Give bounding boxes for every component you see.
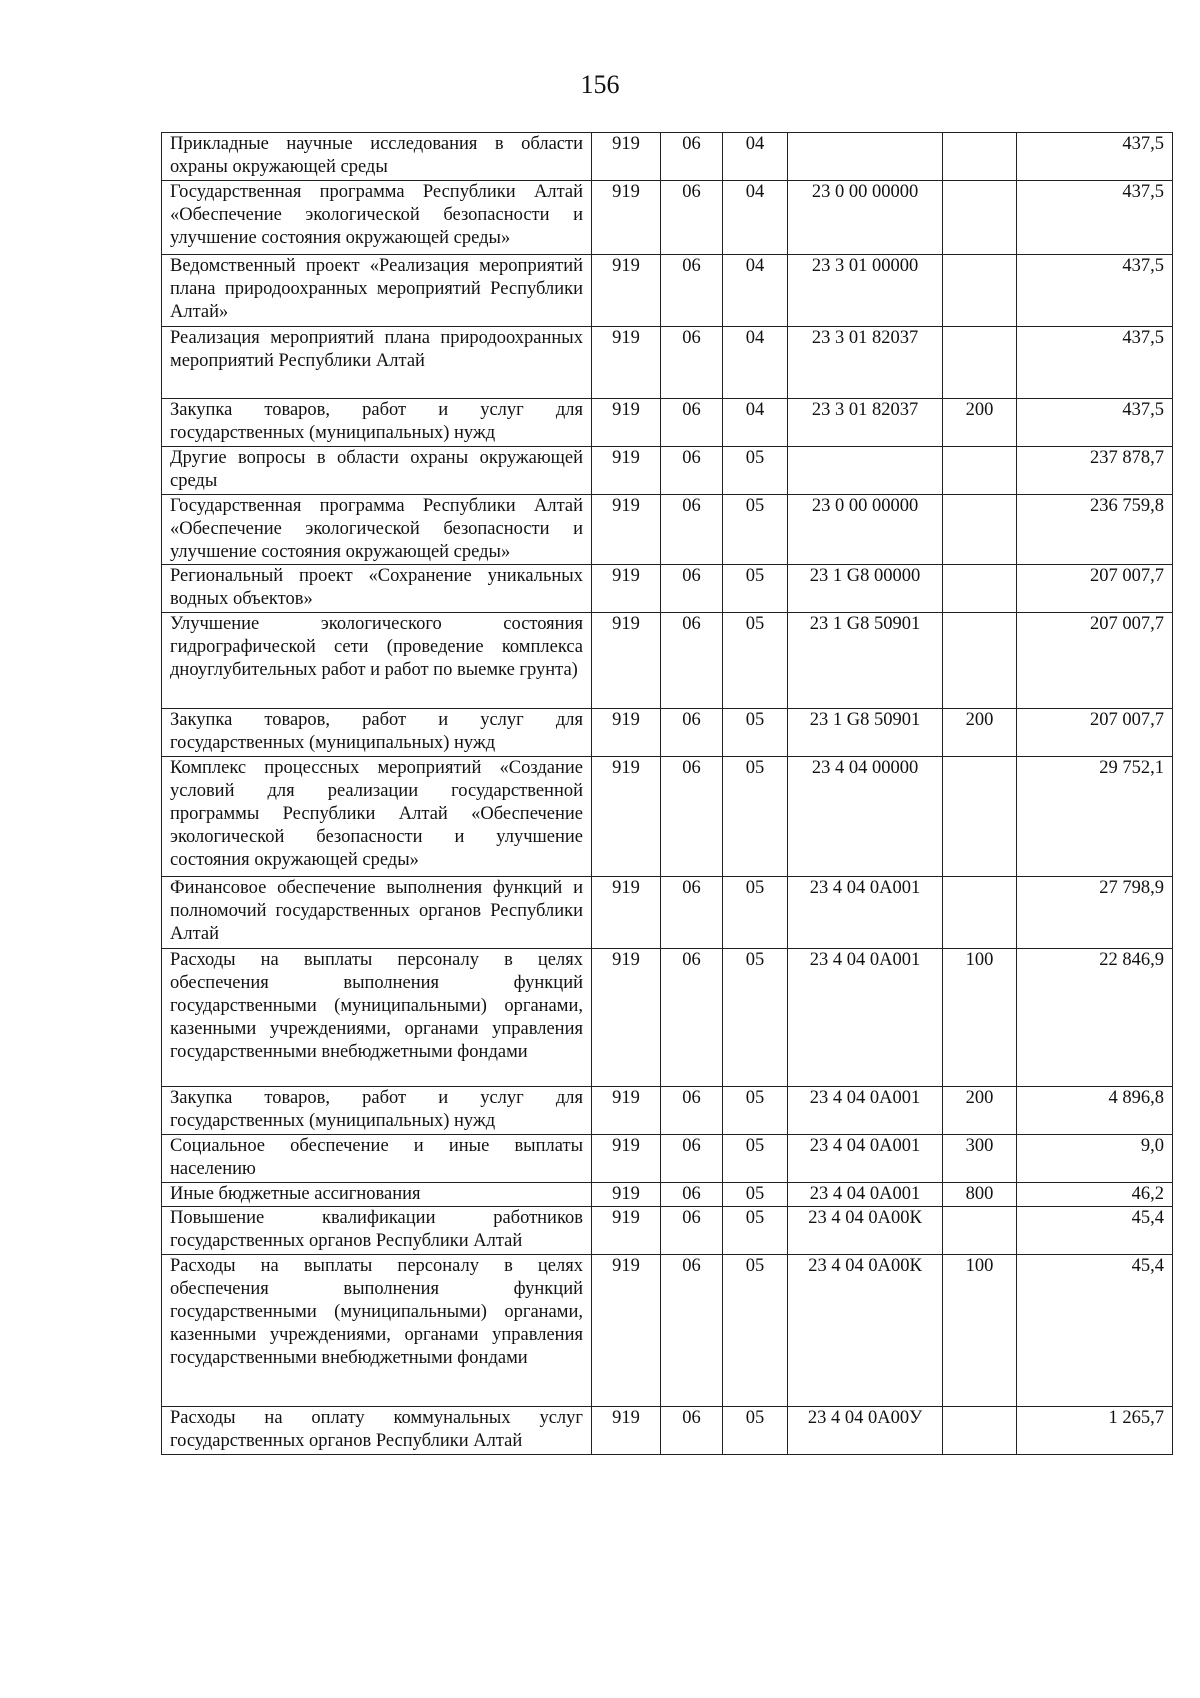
cell-name: Улучшение экологического состояния гидрографической сети (проведение комплекса дноуглубительных работ и работ по выемке грунта) xyxy=(162,613,592,709)
cell-csr: 23 1 G8 50901 xyxy=(788,709,943,757)
cell-gr: 919 xyxy=(592,1207,661,1255)
cell-gr: 919 xyxy=(592,447,661,495)
cell-name: Комплекс процессных мероприятий «Создание условий для реализации государственной программы Республики Алтай «Обеспечение экологической безопасности и улучшение состояния окружающей среды» xyxy=(162,757,592,877)
table-row xyxy=(162,255,1173,327)
cell-pr: 05 xyxy=(723,877,788,949)
table-body xyxy=(162,133,1173,1455)
table-row xyxy=(162,709,1173,757)
cell-sum: 437,5 xyxy=(1017,327,1173,399)
cell-sum: 207 007,7 xyxy=(1017,709,1173,757)
cell-vr: 200 xyxy=(943,399,1017,447)
cell-csr: 23 4 04 0А00К xyxy=(788,1207,943,1255)
cell-rz: 06 xyxy=(661,1255,723,1407)
budget-table xyxy=(161,132,1173,1455)
cell-gr: 919 xyxy=(592,877,661,949)
cell-csr: 23 4 04 0А001 xyxy=(788,1135,943,1183)
cell-vr: 300 xyxy=(943,1135,1017,1183)
cell-vr: 100 xyxy=(943,949,1017,1087)
cell-sum: 9,0 xyxy=(1017,1135,1173,1183)
cell-gr: 919 xyxy=(592,133,661,181)
cell-pr: 05 xyxy=(723,565,788,613)
table-row xyxy=(162,495,1173,565)
cell-rz: 06 xyxy=(661,565,723,613)
cell-csr: 23 3 01 00000 xyxy=(788,255,943,327)
table-row xyxy=(162,1087,1173,1135)
cell-rz: 06 xyxy=(661,709,723,757)
table-row xyxy=(162,327,1173,399)
cell-sum: 22 846,9 xyxy=(1017,949,1173,1087)
cell-sum: 1 265,7 xyxy=(1017,1407,1173,1455)
cell-csr: 23 4 04 0А00У xyxy=(788,1407,943,1455)
cell-gr: 919 xyxy=(592,613,661,709)
cell-vr xyxy=(943,1407,1017,1455)
cell-sum: 437,5 xyxy=(1017,133,1173,181)
cell-gr: 919 xyxy=(592,1135,661,1183)
cell-rz: 06 xyxy=(661,613,723,709)
table-row xyxy=(162,877,1173,949)
table-row xyxy=(162,447,1173,495)
cell-vr xyxy=(943,757,1017,877)
cell-pr: 05 xyxy=(723,1183,788,1207)
cell-vr xyxy=(943,255,1017,327)
cell-vr: 200 xyxy=(943,709,1017,757)
cell-name: Государственная программа Республики Алтай «Обеспечение экологической безопасности и улучшение состояния окружающей среды» xyxy=(162,181,592,255)
cell-sum: 207 007,7 xyxy=(1017,565,1173,613)
cell-csr: 23 0 00 00000 xyxy=(788,495,943,565)
cell-name: Закупка товаров, работ и услуг для государственных (муниципальных) нужд xyxy=(162,399,592,447)
cell-vr xyxy=(943,565,1017,613)
cell-gr: 919 xyxy=(592,949,661,1087)
cell-name: Расходы на оплату коммунальных услуг государственных органов Республики Алтай xyxy=(162,1407,592,1455)
cell-gr: 919 xyxy=(592,181,661,255)
cell-name: Финансовое обеспечение выполнения функций и полномочий государственных органов Республики Алтай xyxy=(162,877,592,949)
cell-rz: 06 xyxy=(661,1207,723,1255)
cell-rz: 06 xyxy=(661,1183,723,1207)
cell-vr xyxy=(943,133,1017,181)
cell-gr: 919 xyxy=(592,327,661,399)
cell-rz: 06 xyxy=(661,327,723,399)
cell-pr: 05 xyxy=(723,709,788,757)
table-row xyxy=(162,399,1173,447)
cell-gr: 919 xyxy=(592,1183,661,1207)
cell-sum: 4 896,8 xyxy=(1017,1087,1173,1135)
cell-name: Закупка товаров, работ и услуг для государственных (муниципальных) нужд xyxy=(162,709,592,757)
cell-pr: 05 xyxy=(723,1087,788,1135)
cell-pr: 05 xyxy=(723,757,788,877)
table-row xyxy=(162,1255,1173,1407)
cell-pr: 04 xyxy=(723,327,788,399)
cell-rz: 06 xyxy=(661,495,723,565)
cell-name: Иные бюджетные ассигнования xyxy=(162,1183,592,1207)
cell-pr: 04 xyxy=(723,133,788,181)
cell-csr: 23 1 G8 00000 xyxy=(788,565,943,613)
cell-csr: 23 4 04 00000 xyxy=(788,757,943,877)
table-row xyxy=(162,133,1173,181)
cell-rz: 06 xyxy=(661,399,723,447)
cell-rz: 06 xyxy=(661,1407,723,1455)
cell-pr: 05 xyxy=(723,613,788,709)
cell-pr: 04 xyxy=(723,255,788,327)
table-row xyxy=(162,757,1173,877)
cell-csr: 23 1 G8 50901 xyxy=(788,613,943,709)
cell-pr: 05 xyxy=(723,495,788,565)
cell-name: Социальное обеспечение и иные выплаты населению xyxy=(162,1135,592,1183)
cell-pr: 05 xyxy=(723,1255,788,1407)
cell-csr: 23 4 04 0А001 xyxy=(788,877,943,949)
cell-gr: 919 xyxy=(592,1087,661,1135)
cell-sum: 46,2 xyxy=(1017,1183,1173,1207)
cell-sum: 236 759,8 xyxy=(1017,495,1173,565)
cell-sum: 27 798,9 xyxy=(1017,877,1173,949)
table-row xyxy=(162,1135,1173,1183)
table-row xyxy=(162,1207,1173,1255)
page-number: 156 xyxy=(580,70,620,99)
cell-name: Расходы на выплаты персоналу в целях обеспечения выполнения функций государственными (муниципальными) органами, казенными учреждениями, органами управления государственными внебюджетными фондами xyxy=(162,1255,592,1407)
cell-vr xyxy=(943,613,1017,709)
table-row xyxy=(162,613,1173,709)
cell-name: Государственная программа Республики Алтай «Обеспечение экологической безопасности и улучшение состояния окружающей среды» xyxy=(162,495,592,565)
cell-name: Закупка товаров, работ и услуг для государственных (муниципальных) нужд xyxy=(162,1087,592,1135)
cell-csr xyxy=(788,133,943,181)
cell-sum: 29 752,1 xyxy=(1017,757,1173,877)
cell-csr: 23 4 04 0А00К xyxy=(788,1255,943,1407)
cell-vr: 100 xyxy=(943,1255,1017,1407)
cell-name: Ведомственный проект «Реализация мероприятий плана природоохранных мероприятий Республики Алтай» xyxy=(162,255,592,327)
cell-rz: 06 xyxy=(661,1135,723,1183)
cell-sum: 207 007,7 xyxy=(1017,613,1173,709)
cell-csr: 23 4 04 0А001 xyxy=(788,949,943,1087)
cell-vr: 800 xyxy=(943,1183,1017,1207)
cell-pr: 05 xyxy=(723,447,788,495)
cell-rz: 06 xyxy=(661,877,723,949)
cell-vr xyxy=(943,1207,1017,1255)
cell-name: Другие вопросы в области охраны окружающей среды xyxy=(162,447,592,495)
cell-sum: 437,5 xyxy=(1017,255,1173,327)
cell-vr xyxy=(943,327,1017,399)
cell-name: Повышение квалификации работников государственных органов Республики Алтай xyxy=(162,1207,592,1255)
cell-pr: 04 xyxy=(723,399,788,447)
cell-pr: 04 xyxy=(723,181,788,255)
cell-gr: 919 xyxy=(592,757,661,877)
cell-rz: 06 xyxy=(661,757,723,877)
cell-gr: 919 xyxy=(592,565,661,613)
cell-csr: 23 0 00 00000 xyxy=(788,181,943,255)
cell-pr: 05 xyxy=(723,1135,788,1183)
cell-vr xyxy=(943,495,1017,565)
cell-sum: 45,4 xyxy=(1017,1207,1173,1255)
cell-gr: 919 xyxy=(592,495,661,565)
table-row xyxy=(162,1183,1173,1207)
cell-sum: 437,5 xyxy=(1017,399,1173,447)
cell-rz: 06 xyxy=(661,133,723,181)
cell-vr xyxy=(943,877,1017,949)
cell-name: Региональный проект «Сохранение уникальных водных объектов» xyxy=(162,565,592,613)
cell-vr xyxy=(943,447,1017,495)
cell-rz: 06 xyxy=(661,1087,723,1135)
cell-rz: 06 xyxy=(661,949,723,1087)
cell-sum: 45,4 xyxy=(1017,1255,1173,1407)
cell-pr: 05 xyxy=(723,1207,788,1255)
cell-rz: 06 xyxy=(661,255,723,327)
cell-sum: 437,5 xyxy=(1017,181,1173,255)
cell-name: Расходы на выплаты персоналу в целях обеспечения выполнения функций государственными (муниципальными) органами, казенными учреждениями, органами управления государственными внебюджетными фондами xyxy=(162,949,592,1087)
cell-csr xyxy=(788,447,943,495)
cell-sum: 237 878,7 xyxy=(1017,447,1173,495)
cell-csr: 23 4 04 0А001 xyxy=(788,1087,943,1135)
cell-csr: 23 3 01 82037 xyxy=(788,327,943,399)
cell-rz: 06 xyxy=(661,181,723,255)
cell-gr: 919 xyxy=(592,709,661,757)
cell-name: Прикладные научные исследования в области охраны окружающей среды xyxy=(162,133,592,181)
cell-csr: 23 4 04 0А001 xyxy=(788,1183,943,1207)
table-row xyxy=(162,949,1173,1087)
cell-pr: 05 xyxy=(723,949,788,1087)
cell-gr: 919 xyxy=(592,255,661,327)
table-row xyxy=(162,1407,1173,1455)
cell-vr xyxy=(943,181,1017,255)
cell-name: Реализация мероприятий плана природоохранных мероприятий Республики Алтай xyxy=(162,327,592,399)
cell-gr: 919 xyxy=(592,399,661,447)
cell-csr: 23 3 01 82037 xyxy=(788,399,943,447)
cell-pr: 05 xyxy=(723,1407,788,1455)
cell-gr: 919 xyxy=(592,1255,661,1407)
cell-rz: 06 xyxy=(661,447,723,495)
table-row xyxy=(162,181,1173,255)
cell-gr: 919 xyxy=(592,1407,661,1455)
cell-vr: 200 xyxy=(943,1087,1017,1135)
table-row xyxy=(162,565,1173,613)
